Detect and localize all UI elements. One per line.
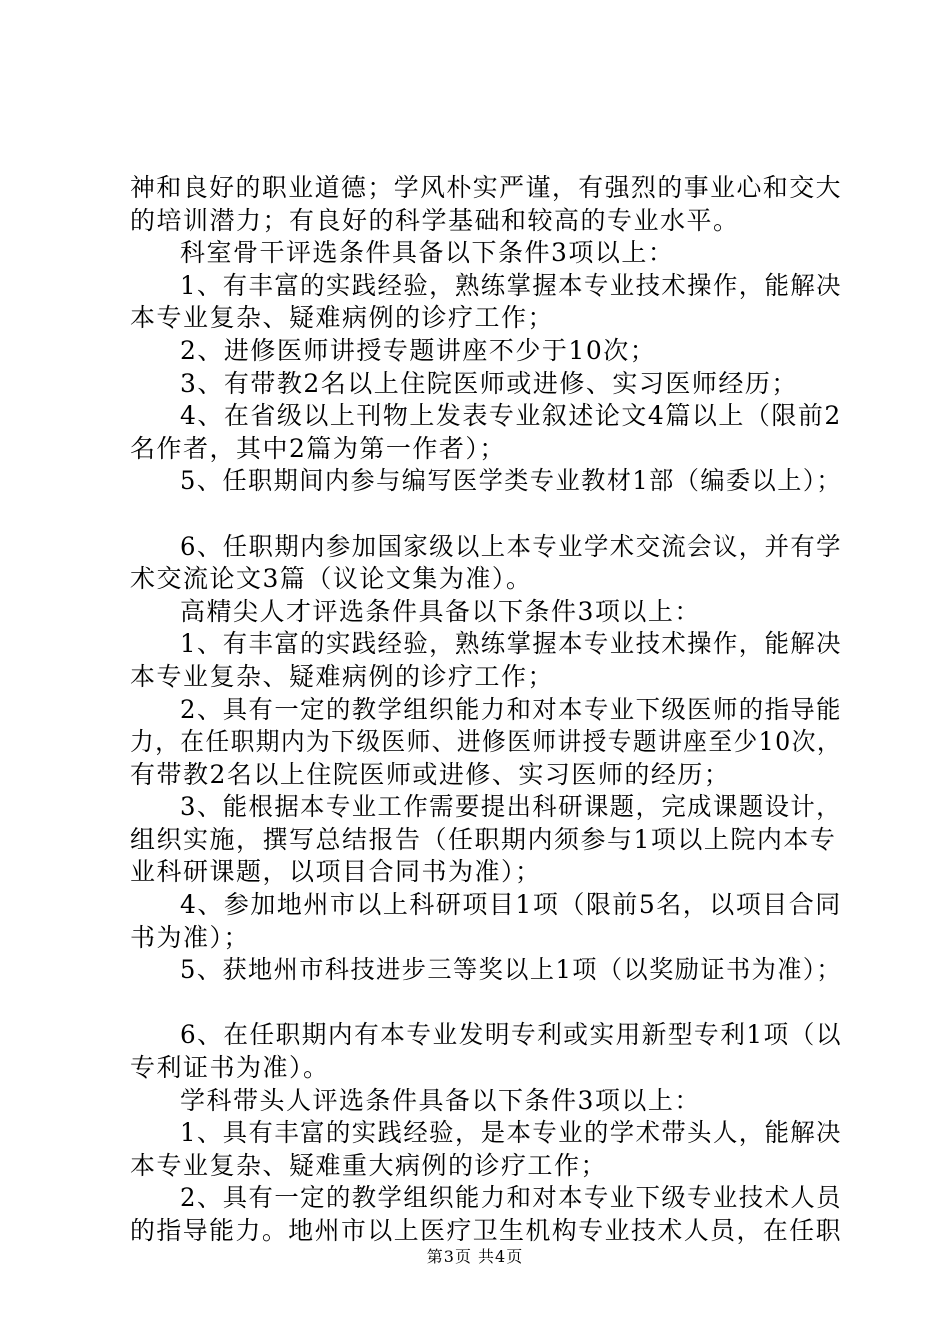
list-item: 6、在任职期内有本专业发明专利或实用新型专利1项（以 [180,1020,842,1050]
text-line: 的指导能力。地州市以上医疗卫生机构专业技术人员，在任职 [130,1216,842,1245]
text-line: 业科研课题，以项目合同书为准）； [130,857,542,887]
section-heading: 科室骨干评选条件具备以下条件3项以上： [180,238,675,268]
list-item: 5、获地州市科技进步三等奖以上1项（以奖励证书为准）； [180,955,842,985]
list-item: 1、有丰富的实践经验，熟练掌握本专业技术操作，能解决 [180,270,842,300]
list-item: 4、在省级以上刊物上发表专业叙述论文4篇以上（限前2 [180,401,842,431]
list-item: 4、参加地州市以上科研项目1项（限前5名，以项目合同 [180,890,842,920]
list-item: 2、具有一定的教学组织能力和对本专业下级专业技术人员 [180,1183,842,1213]
list-item: 1、有丰富的实践经验，熟练掌握本专业技术操作，能解决 [180,629,842,659]
list-item: 2、进修医师讲授专题讲座不少于10次； [180,335,657,365]
blank-line [130,987,842,1020]
list-item: 3、有带教2名以上住院医师或进修、实习医师经历； [180,368,798,398]
text-line: 专利证书为准）。 [130,1053,330,1083]
text-line: 有带教2名以上住院医师或进修、实习医师的经历； [130,759,731,789]
document-body [130,172,842,1248]
text-line: 本专业复杂、疑难病例的诊疗工作； [130,661,555,691]
list-item: 1、具有丰富的实践经验，是本专业的学术带头人，能解决 [180,1118,842,1148]
page-number: 第3页 共4页 [426,1247,524,1266]
text-line: 组织实施，撰写总结报告（任职期内须参与1项以上院内本专 [130,824,837,854]
section-heading: 高精尖人才评选条件具备以下条件3项以上： [180,596,701,626]
text-line: 力，在任职期内为下级医师、进修医师讲授专题讲座至少10次， [130,727,842,757]
text-line: 书为准）； [130,922,251,952]
text-line: 名作者，其中2篇为第一作者）； [130,433,506,463]
text-line: 本专业复杂、疑难重大病例的诊疗工作； [130,1150,608,1180]
list-item: 3、能根据本专业工作需要提出科研课题，完成课题设计， [180,792,842,822]
text-line: 神和良好的职业道德；学风朴实严谨，有强烈的事业心和交大 [130,173,842,202]
text-line: 的培训潜力；有良好的科学基础和较高的专业水平。 [130,205,740,235]
text-line: 本专业复杂、疑难病例的诊疗工作； [130,303,555,333]
text-line: 术交流论文3篇（议论文集为准）。 [130,564,533,594]
list-item: 5、任职期间内参与编写医学类专业教材1部（编委以上）； [180,466,842,496]
section-heading: 学科带头人评选条件具备以下条件3项以上： [180,1085,701,1115]
blank-line [130,498,842,531]
list-item: 6、任职期内参加国家级以上本专业学术交流会议，并有学 [180,531,842,561]
list-item: 2、具有一定的教学组织能力和对本专业下级医师的指导能 [180,694,842,724]
